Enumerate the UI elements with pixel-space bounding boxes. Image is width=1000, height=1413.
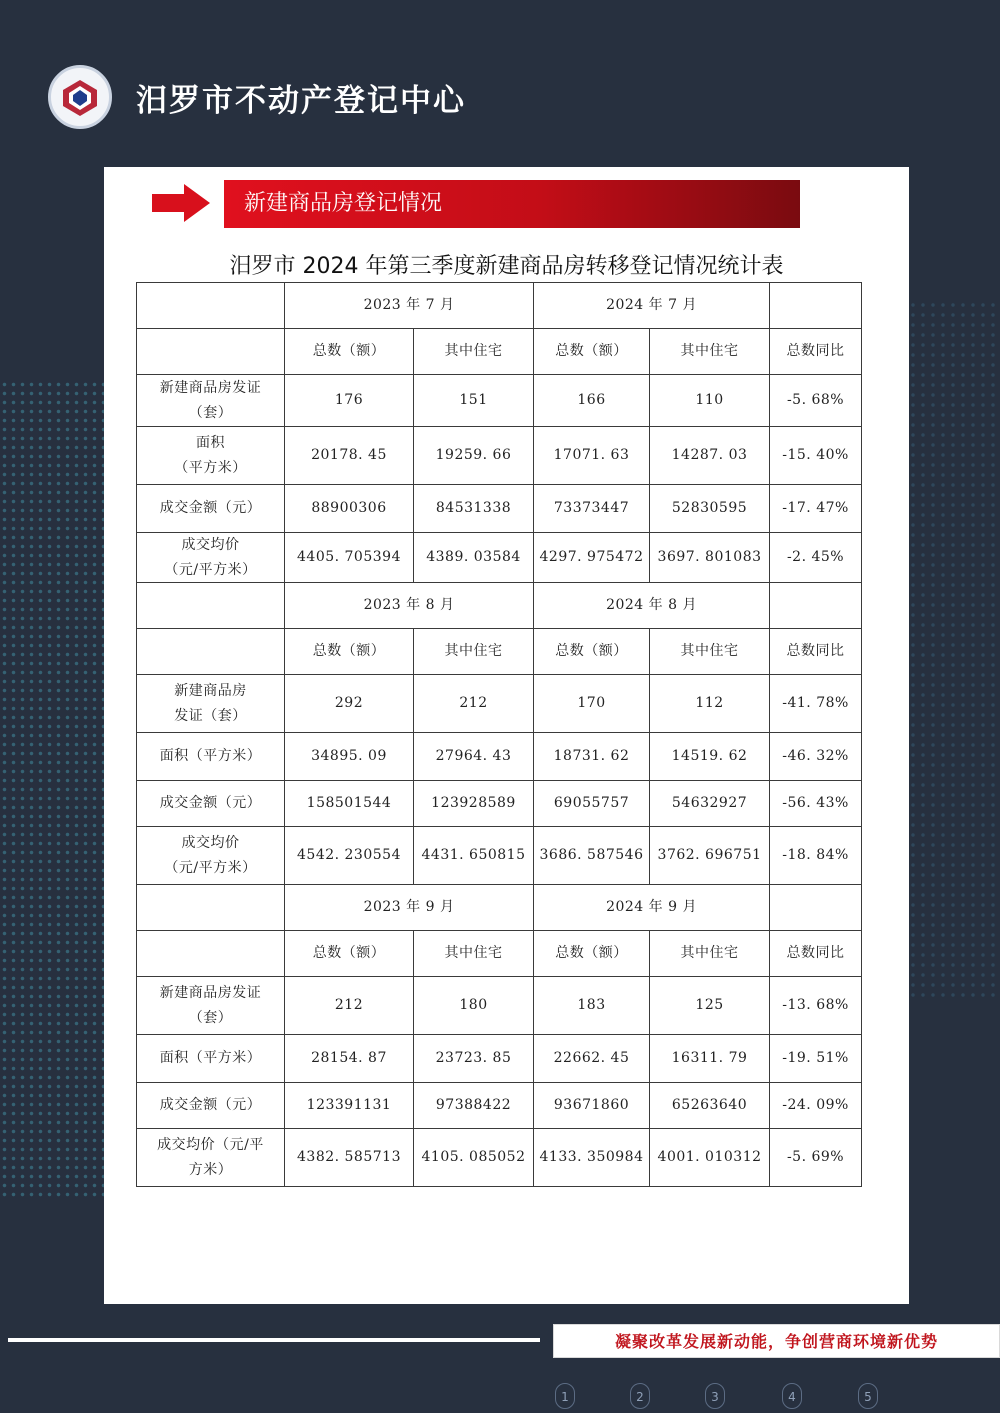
row-label: 成交均价 （元/平方米）	[137, 533, 285, 583]
col-total-2024: 总数（额）	[534, 931, 650, 977]
table-cell: 176	[285, 375, 414, 427]
table-cell: 19259. 66	[414, 427, 534, 485]
table-cell: 22662. 45	[534, 1035, 650, 1083]
month-label-2023: 2023 年 7 月	[285, 283, 534, 329]
col-total-2023: 总数（额）	[285, 931, 414, 977]
table-cell: 97388422	[414, 1083, 534, 1129]
table-cell: 3762. 696751	[650, 827, 770, 885]
table-row	[137, 1083, 862, 1129]
nav-dot-3: 3	[705, 1383, 725, 1409]
footer-slogan: 凝聚改革发展新动能，争创营商环境新优势	[553, 1324, 1000, 1358]
month-label-2023: 2023 年 9 月	[285, 885, 534, 931]
table-row	[137, 375, 862, 427]
table-cell: 166	[534, 375, 650, 427]
table-cell: 14287. 03	[650, 427, 770, 485]
table-cell: 34895. 09	[285, 733, 414, 781]
table-cell: 4389. 03584	[414, 533, 534, 583]
table-cell: 65263640	[650, 1083, 770, 1129]
table-cell: 151	[414, 375, 534, 427]
table-cell: 4542. 230554	[285, 827, 414, 885]
table-cell: 27964. 43	[414, 733, 534, 781]
table-cell: -5. 68%	[770, 375, 862, 427]
table-cell: -19. 51%	[770, 1035, 862, 1083]
row-label: 成交均价 （元/平方米）	[137, 827, 285, 885]
col-total-2023: 总数（额）	[285, 629, 414, 675]
row-label: 面积（平方米）	[137, 1035, 285, 1083]
table-cell: 123391131	[285, 1083, 414, 1129]
table-row	[137, 533, 862, 583]
blank-cell	[137, 329, 285, 375]
row-label: 成交金额（元）	[137, 781, 285, 827]
col-residential-2023: 其中住宅	[414, 629, 534, 675]
table-cell: 212	[285, 977, 414, 1035]
table-cell: -46. 32%	[770, 733, 862, 781]
blank-cell	[770, 583, 862, 629]
stats-table	[136, 282, 862, 1187]
table-cell: 4133. 350984	[534, 1129, 650, 1187]
col-residential-2024: 其中住宅	[650, 629, 770, 675]
footer-divider	[8, 1338, 540, 1342]
table-row	[137, 675, 862, 733]
table-cell: 16311. 79	[650, 1035, 770, 1083]
table-cell: 4001. 010312	[650, 1129, 770, 1187]
col-total-2024: 总数（额）	[534, 329, 650, 375]
table-cell: 4382. 585713	[285, 1129, 414, 1187]
row-label: 新建商品房 发证（套）	[137, 675, 285, 733]
table-cell: 17071. 63	[534, 427, 650, 485]
table-cell: -2. 45%	[770, 533, 862, 583]
blank-cell	[137, 583, 285, 629]
row-label: 面积 （平方米）	[137, 427, 285, 485]
table-cell: 183	[534, 977, 650, 1035]
table-cell: 69055757	[534, 781, 650, 827]
background-dots-right	[908, 300, 1000, 1000]
table-cell: -17. 47%	[770, 485, 862, 533]
table-cell: -24. 09%	[770, 1083, 862, 1129]
arrow-right-icon	[152, 184, 210, 222]
table-cell: -13. 68%	[770, 977, 862, 1035]
org-title: 汨罗市不动产登记中心	[136, 82, 466, 119]
background-dots-left	[0, 380, 110, 1200]
month-header-row	[137, 283, 862, 329]
table-cell: 180	[414, 977, 534, 1035]
table-cell: -15. 40%	[770, 427, 862, 485]
content-card	[104, 167, 909, 1304]
blank-cell	[137, 629, 285, 675]
registry-logo-icon	[48, 65, 112, 129]
row-label: 成交均价（元/平 方米）	[137, 1129, 285, 1187]
row-label: 成交金额（元）	[137, 485, 285, 533]
column-label-row	[137, 629, 862, 675]
month-label-2024: 2024 年 9 月	[534, 885, 770, 931]
table-cell: 112	[650, 675, 770, 733]
nav-dot-4: 4	[782, 1383, 802, 1409]
table-cell: 4431. 650815	[414, 827, 534, 885]
header	[48, 62, 466, 132]
table-cell: 4105. 085052	[414, 1129, 534, 1187]
table-cell: 28154. 87	[285, 1035, 414, 1083]
table-title: 汨罗市 2024 年第三季度新建商品房转移登记情况统计表	[229, 254, 784, 279]
col-residential-2024: 其中住宅	[650, 931, 770, 977]
table-cell: 110	[650, 375, 770, 427]
col-yoy: 总数同比	[770, 329, 862, 375]
nav-dot-2: 2	[630, 1383, 650, 1409]
table-cell: -5. 69%	[770, 1129, 862, 1187]
table-cell: 54632927	[650, 781, 770, 827]
table-cell: -56. 43%	[770, 781, 862, 827]
blank-cell	[770, 885, 862, 931]
row-label: 新建商品房发证 （套）	[137, 375, 285, 427]
row-label: 成交金额（元）	[137, 1083, 285, 1129]
col-residential-2024: 其中住宅	[650, 329, 770, 375]
table-cell: 212	[414, 675, 534, 733]
row-label: 新建商品房发证 （套）	[137, 977, 285, 1035]
table-cell: 84531338	[414, 485, 534, 533]
column-label-row	[137, 329, 862, 375]
month-label-2023: 2023 年 8 月	[285, 583, 534, 629]
section-banner: 新建商品房登记情况	[224, 180, 800, 228]
table-cell: 125	[650, 977, 770, 1035]
col-residential-2023: 其中住宅	[414, 329, 534, 375]
col-yoy: 总数同比	[770, 931, 862, 977]
col-total-2024: 总数（额）	[534, 629, 650, 675]
table-cell: 123928589	[414, 781, 534, 827]
col-yoy: 总数同比	[770, 629, 862, 675]
table-row	[137, 1035, 862, 1083]
column-label-row	[137, 931, 862, 977]
table-cell: 158501544	[285, 781, 414, 827]
table-row	[137, 485, 862, 533]
blank-cell	[137, 931, 285, 977]
table-cell: 14519. 62	[650, 733, 770, 781]
table-cell: 18731. 62	[534, 733, 650, 781]
month-label-2024: 2024 年 8 月	[534, 583, 770, 629]
table-row	[137, 427, 862, 485]
table-row	[137, 781, 862, 827]
blank-cell	[137, 283, 285, 329]
table-cell: 3697. 801083	[650, 533, 770, 583]
col-total-2023: 总数（额）	[285, 329, 414, 375]
table-row	[137, 827, 862, 885]
table-cell: 52830595	[650, 485, 770, 533]
table-row	[137, 977, 862, 1035]
month-header-row	[137, 885, 862, 931]
table-cell: 73373447	[534, 485, 650, 533]
table-row	[137, 733, 862, 781]
table-cell: 23723. 85	[414, 1035, 534, 1083]
table-cell: 170	[534, 675, 650, 733]
table-cell: -18. 84%	[770, 827, 862, 885]
table-cell: 3686. 587546	[534, 827, 650, 885]
table-cell: 88900306	[285, 485, 414, 533]
table-cell: 20178. 45	[285, 427, 414, 485]
col-residential-2023: 其中住宅	[414, 931, 534, 977]
table-cell: -41. 78%	[770, 675, 862, 733]
table-cell: 93671860	[534, 1083, 650, 1129]
blank-cell	[770, 283, 862, 329]
month-label-2024: 2024 年 7 月	[534, 283, 770, 329]
blank-cell	[137, 885, 285, 931]
table-row	[137, 1129, 862, 1187]
nav-dot-1: 1	[555, 1383, 575, 1409]
table-cell: 292	[285, 675, 414, 733]
table-cell: 4405. 705394	[285, 533, 414, 583]
row-label: 面积（平方米）	[137, 733, 285, 781]
table-cell: 4297. 975472	[534, 533, 650, 583]
month-header-row	[137, 583, 862, 629]
nav-dot-5: 5	[858, 1383, 878, 1409]
